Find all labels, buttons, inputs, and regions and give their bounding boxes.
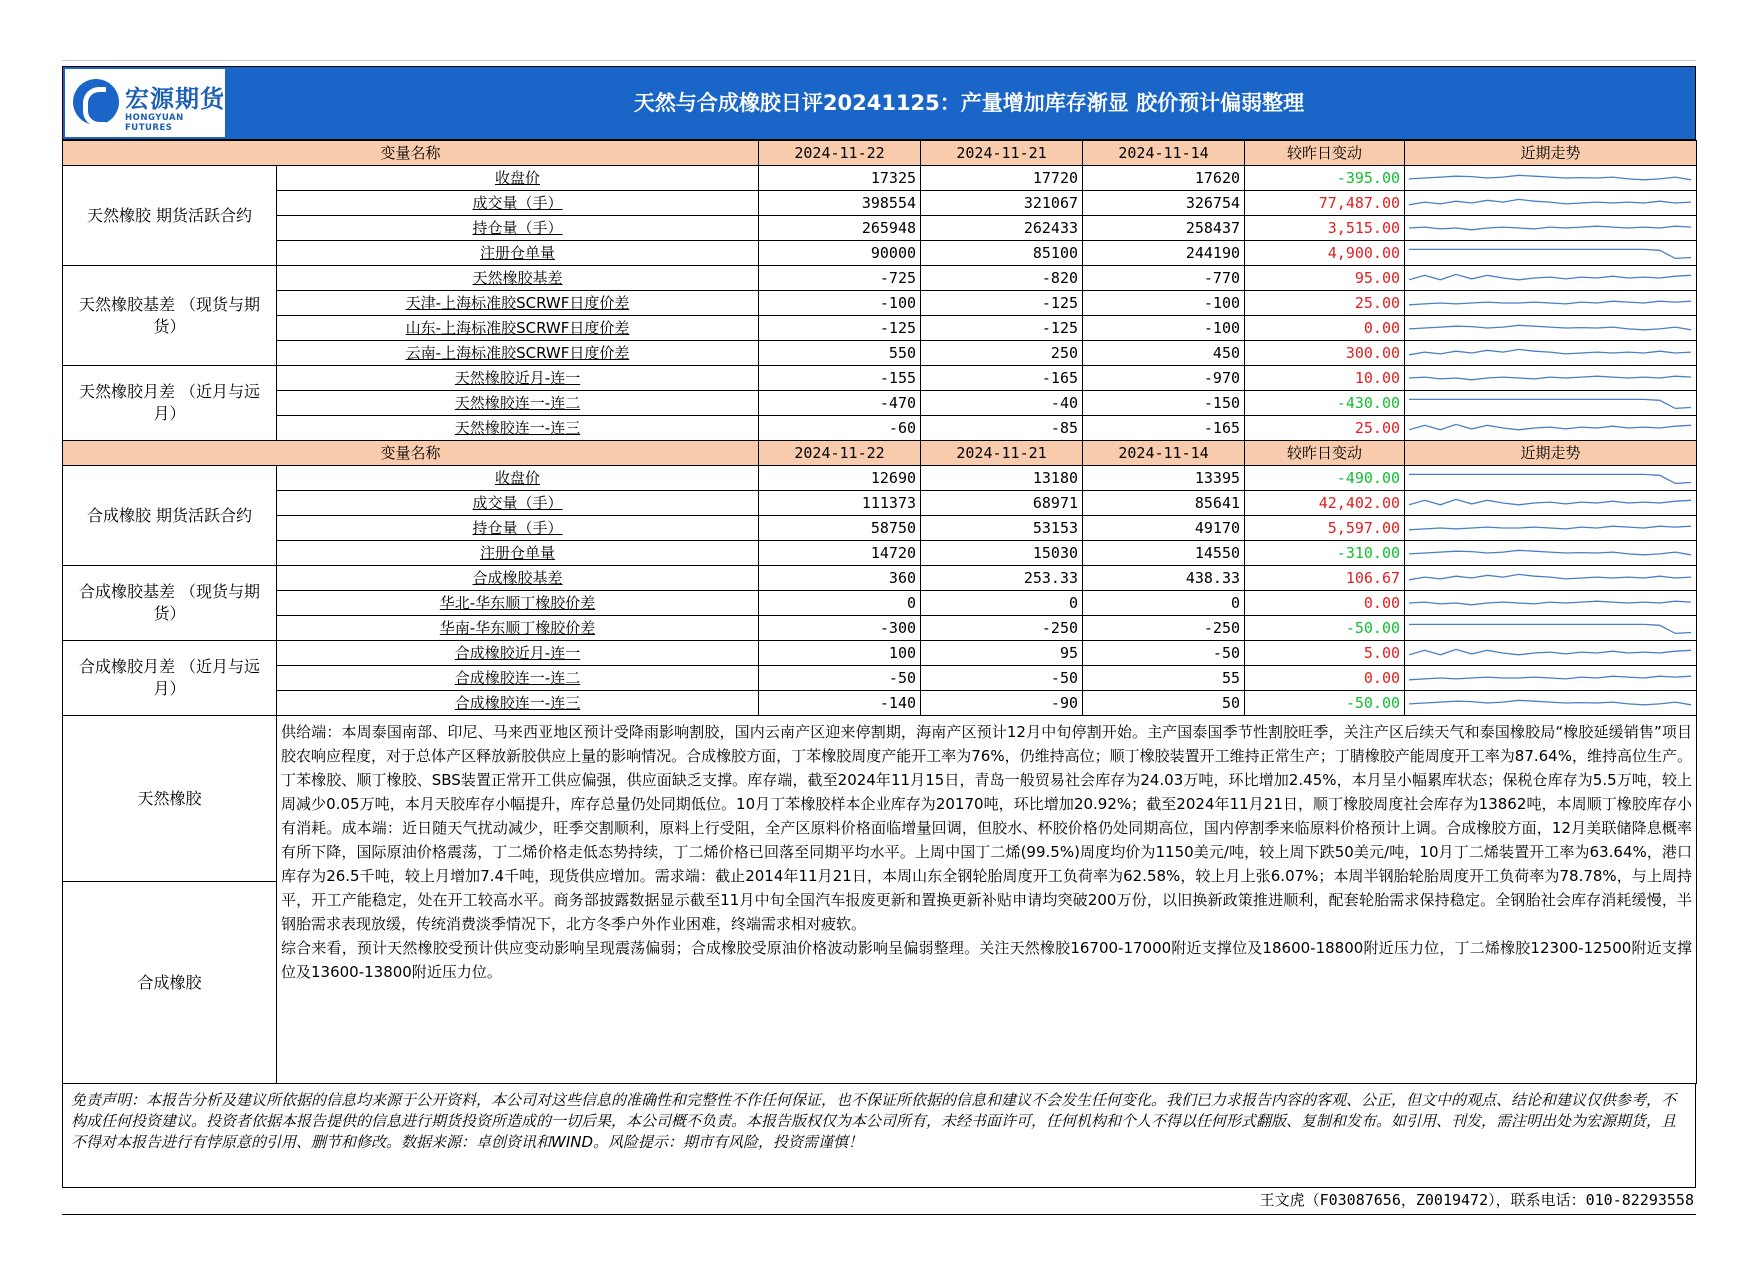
daily-change: 0.00 xyxy=(1245,591,1405,616)
analyst-footer: 王文虎（F03087656，Z0019472），联系电话：010-82293558 xyxy=(62,1188,1696,1215)
value-date-3: 13395 xyxy=(1083,466,1245,491)
col-header-name: 变量名称 xyxy=(63,441,759,466)
daily-change: 3,515.00 xyxy=(1245,216,1405,241)
logo-mark-icon xyxy=(73,79,119,125)
value-date-2: 17720 xyxy=(921,166,1083,191)
group-label: 合成橡胶基差 （现货与期货） xyxy=(63,566,277,641)
daily-change: 4,900.00 xyxy=(1245,241,1405,266)
sparkline-path xyxy=(1409,301,1691,305)
column-header-row xyxy=(63,441,1697,466)
value-date-3: -250 xyxy=(1083,616,1245,641)
variable-name: 收盘价 xyxy=(277,166,759,191)
value-date-1: 550 xyxy=(759,341,921,366)
daily-change: 10.00 xyxy=(1245,366,1405,391)
table-row xyxy=(63,191,1697,216)
daily-change: 77,487.00 xyxy=(1245,191,1405,216)
value-date-2: 250 xyxy=(921,341,1083,366)
sparkline xyxy=(1409,544,1691,562)
value-date-3: -100 xyxy=(1083,316,1245,341)
sparkline xyxy=(1409,494,1691,512)
table-row xyxy=(63,666,1697,691)
table-row xyxy=(63,266,1697,291)
value-date-2: 15030 xyxy=(921,541,1083,566)
value-date-2: -820 xyxy=(921,266,1083,291)
daily-change: 5.00 xyxy=(1245,641,1405,666)
trend-cell xyxy=(1405,416,1697,441)
variable-name: 合成橡胶近月-连一 xyxy=(277,641,759,666)
sparkline-path xyxy=(1409,349,1691,354)
variable-name: 天津-上海标准胶SCRWF日度价差 xyxy=(277,291,759,316)
sparkline xyxy=(1409,344,1691,362)
report-sheet xyxy=(62,66,1696,1215)
value-date-2: 68971 xyxy=(921,491,1083,516)
trend-cell xyxy=(1405,266,1697,291)
sparkline xyxy=(1409,644,1691,662)
trend-cell xyxy=(1405,241,1697,266)
value-date-1: 14720 xyxy=(759,541,921,566)
sparkline-path xyxy=(1409,624,1691,633)
daily-change: 300.00 xyxy=(1245,341,1405,366)
col-header-trend: 近期走势 xyxy=(1405,441,1697,466)
value-date-3: -165 xyxy=(1083,416,1245,441)
variable-name: 持仓量（手） xyxy=(277,216,759,241)
value-date-1: -155 xyxy=(759,366,921,391)
table-row xyxy=(63,491,1697,516)
col-header-name: 变量名称 xyxy=(63,141,759,166)
sparkline xyxy=(1409,269,1691,287)
value-date-1: 265948 xyxy=(759,216,921,241)
report-header xyxy=(62,66,1696,140)
table-row xyxy=(63,566,1697,591)
value-date-2: 321067 xyxy=(921,191,1083,216)
sparkline xyxy=(1409,394,1691,412)
daily-change: -50.00 xyxy=(1245,691,1405,716)
group-label: 天然橡胶基差 （现货与期货） xyxy=(63,266,277,366)
daily-change: -430.00 xyxy=(1245,391,1405,416)
data-table xyxy=(62,140,1697,1084)
trend-cell xyxy=(1405,366,1697,391)
value-date-3: 0 xyxy=(1083,591,1245,616)
trend-cell xyxy=(1405,516,1697,541)
value-date-1: -50 xyxy=(759,666,921,691)
table-row xyxy=(63,216,1697,241)
table-row xyxy=(63,416,1697,441)
daily-change: 0.00 xyxy=(1245,316,1405,341)
daily-change: -490.00 xyxy=(1245,466,1405,491)
trend-cell xyxy=(1405,591,1697,616)
value-date-2: -125 xyxy=(921,291,1083,316)
sparkline xyxy=(1409,219,1691,237)
sparkline xyxy=(1409,169,1691,187)
trend-cell xyxy=(1405,216,1697,241)
value-date-3: 326754 xyxy=(1083,191,1245,216)
value-date-2: -250 xyxy=(921,616,1083,641)
value-date-1: -100 xyxy=(759,291,921,316)
sparkline xyxy=(1409,419,1691,437)
sparkline xyxy=(1409,619,1691,637)
daily-change: 25.00 xyxy=(1245,291,1405,316)
value-date-1: 0 xyxy=(759,591,921,616)
variable-name: 成交量（手） xyxy=(277,191,759,216)
variable-name: 成交量（手） xyxy=(277,491,759,516)
table-row xyxy=(63,316,1697,341)
sparkline-path xyxy=(1409,649,1691,654)
variable-name: 天然橡胶近月-连一 xyxy=(277,366,759,391)
value-date-2: -50 xyxy=(921,666,1083,691)
table-row xyxy=(63,466,1697,491)
table-row xyxy=(63,591,1697,616)
table-row xyxy=(63,641,1697,666)
value-date-2: -85 xyxy=(921,416,1083,441)
report-title: 天然与合成橡胶日评20241125：产量增加库存渐显 胶价预计偏弱整理 xyxy=(633,91,1305,115)
value-date-1: -60 xyxy=(759,416,921,441)
trend-cell xyxy=(1405,191,1697,216)
value-date-1: 360 xyxy=(759,566,921,591)
table-row xyxy=(63,541,1697,566)
sparkline xyxy=(1409,669,1691,687)
value-date-3: 438.33 xyxy=(1083,566,1245,591)
sparkline xyxy=(1409,194,1691,212)
trend-cell xyxy=(1405,691,1697,716)
sparkline xyxy=(1409,694,1691,712)
commentary-label-synthetic: 合成橡胶 xyxy=(63,882,277,1084)
value-date-2: 53153 xyxy=(921,516,1083,541)
daily-change: 0.00 xyxy=(1245,666,1405,691)
value-date-3: 14550 xyxy=(1083,541,1245,566)
value-date-1: 90000 xyxy=(759,241,921,266)
value-date-1: 398554 xyxy=(759,191,921,216)
value-date-2: 0 xyxy=(921,591,1083,616)
sparkline xyxy=(1409,369,1691,387)
col-header-date-1: 2024-11-22 xyxy=(759,441,921,466)
variable-name: 注册仓单量 xyxy=(277,241,759,266)
value-date-3: 85641 xyxy=(1083,491,1245,516)
value-date-2: 262433 xyxy=(921,216,1083,241)
value-date-1: 17325 xyxy=(759,166,921,191)
trend-cell xyxy=(1405,641,1697,666)
trend-cell xyxy=(1405,666,1697,691)
sparkline xyxy=(1409,519,1691,537)
daily-change: 5,597.00 xyxy=(1245,516,1405,541)
table-row xyxy=(63,291,1697,316)
sparkline-path xyxy=(1409,526,1691,530)
value-date-1: -725 xyxy=(759,266,921,291)
trend-cell xyxy=(1405,566,1697,591)
top-rule xyxy=(62,60,1696,61)
col-header-change: 较昨日变动 xyxy=(1245,141,1405,166)
commentary-text xyxy=(277,716,1697,1084)
table-row xyxy=(63,166,1697,191)
sparkline-path xyxy=(1409,376,1691,380)
variable-name: 持仓量（手） xyxy=(277,516,759,541)
daily-change: 106.67 xyxy=(1245,566,1405,591)
sparkline-path xyxy=(1409,175,1691,180)
sparkline-path xyxy=(1409,676,1691,680)
company-logo xyxy=(65,69,225,137)
value-date-3: 55 xyxy=(1083,666,1245,691)
commentary-label-natural: 天然橡胶 xyxy=(63,716,277,882)
value-date-3: -770 xyxy=(1083,266,1245,291)
table-row xyxy=(63,616,1697,641)
value-date-3: 49170 xyxy=(1083,516,1245,541)
col-header-date-2: 2024-11-21 xyxy=(921,141,1083,166)
variable-name: 山东-上海标准胶SCRWF日度价差 xyxy=(277,316,759,341)
variable-name: 华北-华东顺丁橡胶价差 xyxy=(277,591,759,616)
variable-name: 注册仓单量 xyxy=(277,541,759,566)
table-row xyxy=(63,341,1697,366)
value-date-3: 258437 xyxy=(1083,216,1245,241)
column-header-row xyxy=(63,141,1697,166)
value-date-1: -140 xyxy=(759,691,921,716)
daily-change: -310.00 xyxy=(1245,541,1405,566)
col-header-date-1: 2024-11-22 xyxy=(759,141,921,166)
daily-change: -50.00 xyxy=(1245,616,1405,641)
value-date-1: 58750 xyxy=(759,516,921,541)
sparkline xyxy=(1409,594,1691,612)
variable-name: 天然橡胶基差 xyxy=(277,266,759,291)
sparkline-path xyxy=(1409,325,1691,330)
table-row xyxy=(63,366,1697,391)
trend-cell xyxy=(1405,391,1697,416)
trend-cell xyxy=(1405,341,1697,366)
trend-cell xyxy=(1405,616,1697,641)
trend-cell xyxy=(1405,316,1697,341)
sparkline-path xyxy=(1409,199,1691,204)
value-date-2: 253.33 xyxy=(921,566,1083,591)
value-date-3: -150 xyxy=(1083,391,1245,416)
variable-name: 华南-华东顺丁橡胶价差 xyxy=(277,616,759,641)
sparkline-path xyxy=(1409,574,1691,579)
value-date-1: 100 xyxy=(759,641,921,666)
value-date-1: -470 xyxy=(759,391,921,416)
daily-change: 25.00 xyxy=(1245,416,1405,441)
table-row xyxy=(63,241,1697,266)
daily-change: 42,402.00 xyxy=(1245,491,1405,516)
group-label: 天然橡胶 期货活跃合约 xyxy=(63,166,277,266)
group-label: 天然橡胶月差 （近月与远月） xyxy=(63,366,277,441)
value-date-3: 244190 xyxy=(1083,241,1245,266)
value-date-1: -300 xyxy=(759,616,921,641)
value-date-2: 13180 xyxy=(921,466,1083,491)
variable-name: 天然橡胶连一-连三 xyxy=(277,416,759,441)
col-header-date-2: 2024-11-21 xyxy=(921,441,1083,466)
value-date-2: -165 xyxy=(921,366,1083,391)
value-date-2: -125 xyxy=(921,316,1083,341)
sparkline xyxy=(1409,294,1691,312)
value-date-3: -100 xyxy=(1083,291,1245,316)
group-label: 合成橡胶月差 （近月与远月） xyxy=(63,641,277,716)
col-header-change: 较昨日变动 xyxy=(1245,441,1405,466)
value-date-1: 12690 xyxy=(759,466,921,491)
trend-cell xyxy=(1405,291,1697,316)
trend-cell xyxy=(1405,466,1697,491)
sparkline-path xyxy=(1409,249,1691,258)
daily-change: 95.00 xyxy=(1245,266,1405,291)
sparkline-path xyxy=(1409,700,1691,705)
value-date-2: -90 xyxy=(921,691,1083,716)
value-date-1: 111373 xyxy=(759,491,921,516)
value-date-3: 50 xyxy=(1083,691,1245,716)
table-row xyxy=(63,391,1697,416)
value-date-1: -125 xyxy=(759,316,921,341)
col-header-date-3: 2024-11-14 xyxy=(1083,141,1245,166)
value-date-3: -970 xyxy=(1083,366,1245,391)
variable-name: 合成橡胶基差 xyxy=(277,566,759,591)
sparkline-path xyxy=(1409,550,1691,555)
trend-cell xyxy=(1405,166,1697,191)
logo-english: HONGYUAN FUTURES xyxy=(125,113,184,133)
commentary-paragraph-2: 综合来看，预计天然橡胶受预计供应变动影响呈现震荡偏弱；合成橡胶受原油价格波动影响呈偏弱整理。关注天然橡胶16700-17000附近支撑位及18600-18800附近压力位，丁二烯橡胶12300-12500附近支撑位及13600-13800附近压力位。 xyxy=(281,939,1693,981)
variable-name: 收盘价 xyxy=(277,466,759,491)
table-row xyxy=(63,691,1697,716)
logo-name: 宏源期货 xyxy=(125,85,225,113)
sparkline-path xyxy=(1409,601,1691,605)
trend-cell xyxy=(1405,491,1697,516)
col-header-date-3: 2024-11-14 xyxy=(1083,441,1245,466)
trend-cell xyxy=(1405,541,1697,566)
sparkline-path xyxy=(1409,474,1691,483)
col-header-trend: 近期走势 xyxy=(1405,141,1697,166)
sparkline-path xyxy=(1409,226,1691,230)
variable-name: 合成橡胶连一-连二 xyxy=(277,666,759,691)
sparkline xyxy=(1409,469,1691,487)
value-date-3: 17620 xyxy=(1083,166,1245,191)
value-date-3: 450 xyxy=(1083,341,1245,366)
variable-name: 合成橡胶连一-连三 xyxy=(277,691,759,716)
sparkline-path xyxy=(1409,499,1691,504)
value-date-2: -40 xyxy=(921,391,1083,416)
daily-change: -395.00 xyxy=(1245,166,1405,191)
group-label: 合成橡胶 期货活跃合约 xyxy=(63,466,277,566)
commentary-paragraph-1: 供给端：本周泰国南部、印尼、马来西亚地区预计受降雨影响割胶，国内云南产区迎来停割期，海南产区预计12月中旬停割开始。主产国泰国季节性割胶旺季，关注产区后续天气和泰国橡胶局“橡胶延缓销售”项目胶农响应程度，对于总体产区释放新胶供应上量的影响情况。合成橡胶方面，丁苯橡胶周度产能开工率为76%，仍维持高位；顺丁橡胶装置开工维持正常生产；丁腈橡胶产能周度开工率为87.64%，维持高位生产。丁苯橡胶、顺丁橡胶、SBS装置正常开工供应偏强，供应面缺乏支撑。库存端，截至2024年11月15日，青岛一般贸易社会库存为24.03万吨，环比增加2.45%，本月呈小幅累库状态；保税仓库存为5.5万吨，较上周减少0.05万吨，本月天胶库存小幅提升，库存总量仍处同期低位。10月丁苯橡胶样本企业库存为20170吨，环比增加20.92%；截至2024年11月21日，顺丁橡胶周度社会库存为13862吨，本周顺丁橡胶库存小有消耗。成本端：近日随天气扰动减少，旺季交割顺利，原料上行受阻，全产区原料价格面临增量回调，但胶水、杯胶价格仍处同期高位，国内停割季来临原料价格预计上调。合成橡胶方面，12月美联储降息概率有所下降，国际原油价格震荡，丁二烯价格走低态势持续，丁二烯价格已回落至同期平均水平。上周中国丁二烯(99.5%)周度均价为1150美元/吨，较上周下跌50美元/吨，10月丁二烯装置开工率为63.64%，港口库存为26.5千吨，较上月增加7.4千吨，现货供应增加。需求端：截止2014年11月21日，本周山东全钢轮胎周度开工负荷率为62.58%，较上月上张6.07%；本周半钢胎轮胎周度开工负荷率为78.78%，与上周持平，开工产能稳定，处在开工较高水平。商务部披露数据显示截至11月中旬全国汽车报废更新和置换更新补贴申请均突破200万份，以旧换新政策推进顺利，配套轮胎需求保持稳定。全钢胎社会库存消耗缓慢，半钢胎需求表现放缓，传统消费淡季情况下，北方冬季户外作业困难，终端需求相对疲软。 xyxy=(281,723,1693,933)
disclaimer: 免责声明：本报告分析及建议所依据的信息均来源于公开资料，本公司对这些信息的准确性和完整性不作任何保证，也不保证所依据的信息和建议不会发生任何变化。我们已力求报告内容的客观、公正，但文中的观点、结论和建议仅供参考，不构成任何投资建议。投资者依据本报告提供的信息进行期货投资所造成的一切后果，本公司概不负责。本报告版权仅为本公司所有，未经书面许可，任何机构和个人不得以任何形式翻版、复制和发布。如引用、刊发，需注明出处为宏源期货，且不得对本报告进行有悖原意的引用、删节和修改。数据来源：卓创资讯和WIND。风险提示：期市有风险，投资需谨慎！ xyxy=(62,1084,1696,1188)
sparkline-path xyxy=(1409,274,1691,279)
sparkline xyxy=(1409,244,1691,262)
sparkline xyxy=(1409,569,1691,587)
value-date-2: 95 xyxy=(921,641,1083,666)
sparkline-path xyxy=(1409,399,1691,408)
sparkline xyxy=(1409,319,1691,337)
value-date-3: -50 xyxy=(1083,641,1245,666)
table-row xyxy=(63,516,1697,541)
sparkline-path xyxy=(1409,424,1691,429)
variable-name: 云南-上海标准胶SCRWF日度价差 xyxy=(277,341,759,366)
variable-name: 天然橡胶连一-连二 xyxy=(277,391,759,416)
value-date-2: 85100 xyxy=(921,241,1083,266)
